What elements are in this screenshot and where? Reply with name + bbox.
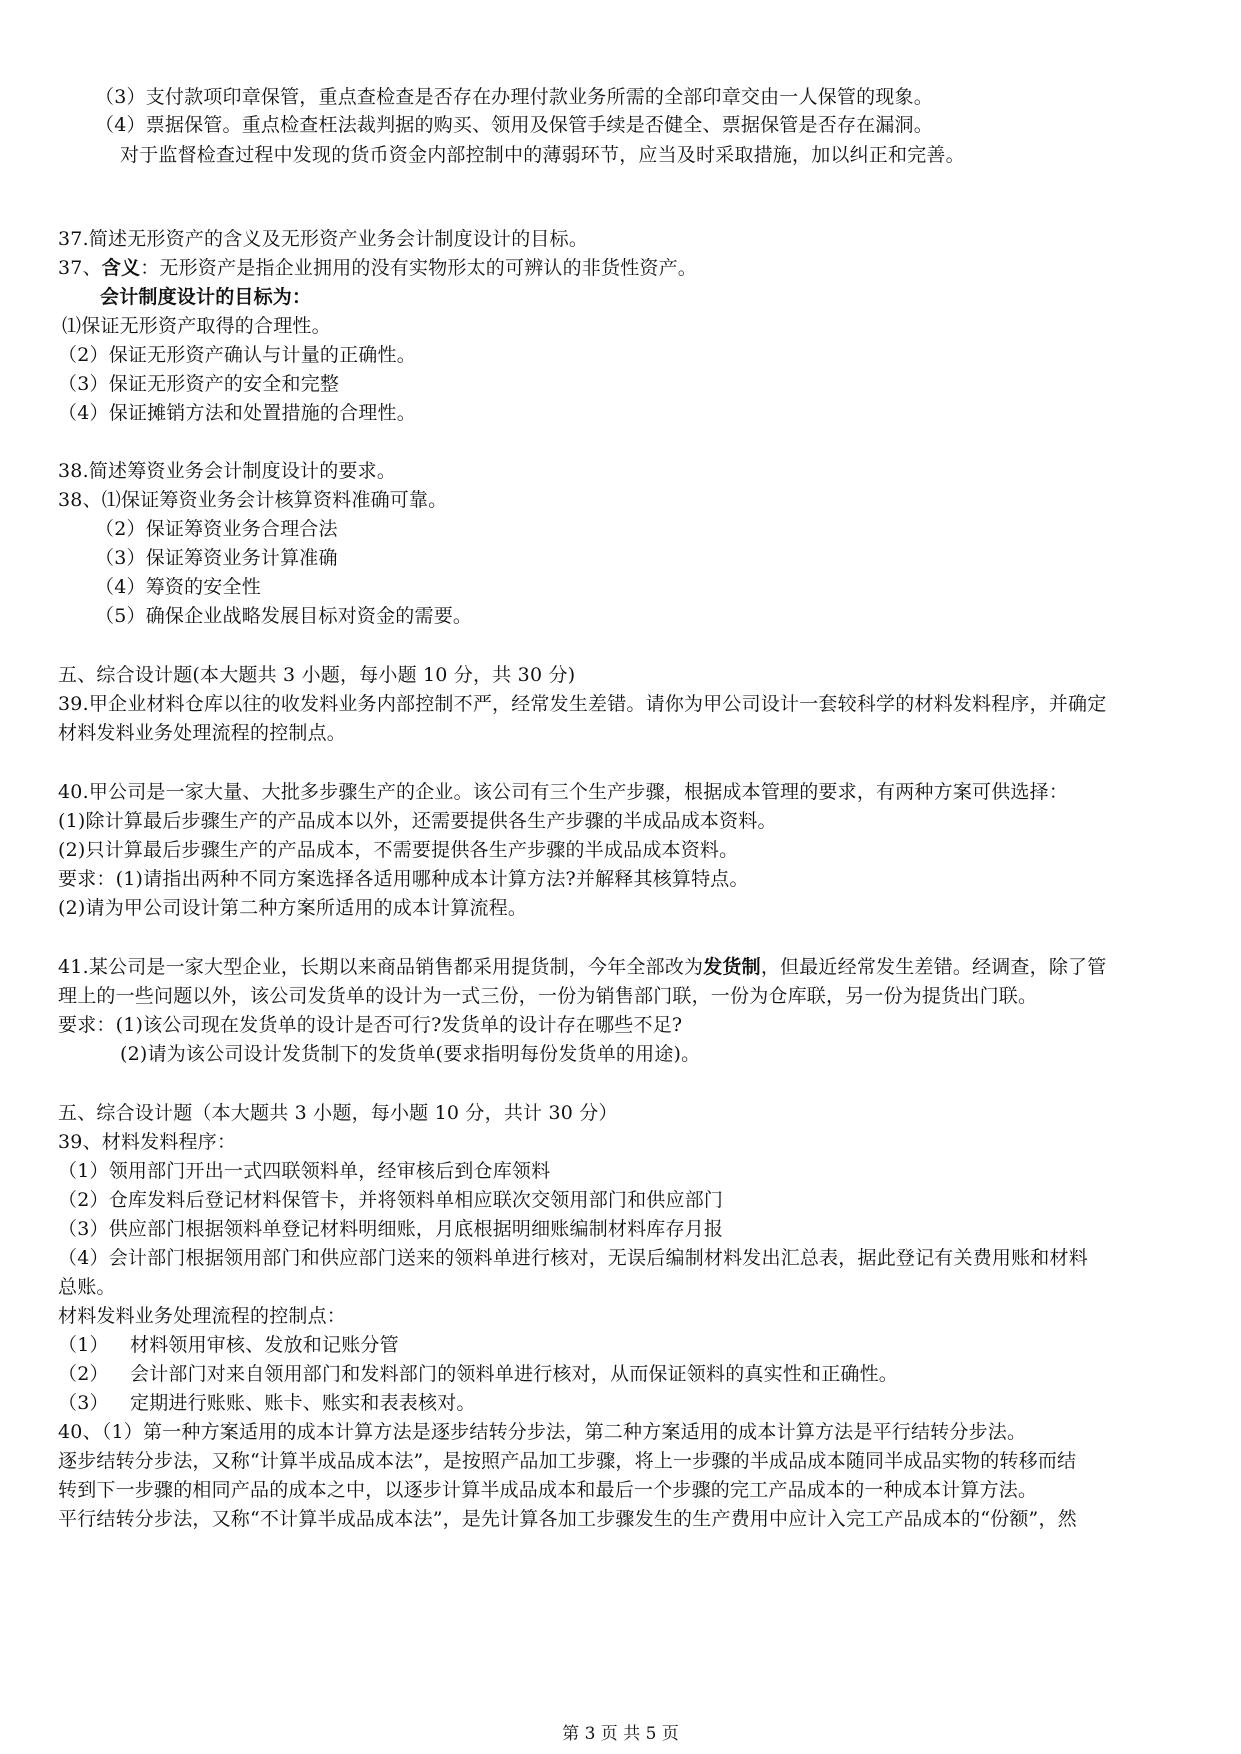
question-40: (2)请为甲公司设计第二种方案所适用的成本计算流程。 — [58, 897, 528, 919]
answer-39-title: 39、材料发料程序： — [58, 1131, 237, 1153]
section-heading: 五、综合设计题(本大题共 3 小题，每小题 10 分，共 30 分) — [58, 664, 576, 686]
question-40: (1)除计算最后步骤生产的产品成本以外，还需要提供各生产步骤的半成品成本资料。 — [58, 810, 777, 832]
answer-40: 转到下一步骤的相同产品的成本之中，以逐步计算半成品成本和最后一个步骤的完工产品成本的一种成本计算方法。 — [58, 1479, 1038, 1501]
control-point: （2） 会计部门对来自领用部门和发料部门的领料单进行核对，从而保证领料的真实性和正确性。 — [58, 1363, 899, 1385]
text-line: 对于监督检查过程中发现的货币资金内部控制中的薄弱环节，应当及时采取措施，加以纠正和完善。 — [120, 144, 965, 166]
question-41: 41.某公司是一家大型企业，长期以来商品销售都采用提货制，今年全部改为发货制，但最近经常发生差错。经调查，除了管 — [58, 956, 1107, 978]
answer-38-item: （4）筹资的安全性 — [95, 576, 261, 598]
answer-39-step: （3）供应部门根据领料单登记材料明细账，月底根据明细账编制材料库存月报 — [58, 1218, 724, 1240]
answer-39-step: （4）会计部门根据领用部门和供应部门送来的领料单进行核对，无误后编制材料发出汇总表，据此登记有关费用账和材料 — [58, 1247, 1088, 1269]
control-points-title: 材料发料业务处理流程的控制点： — [58, 1305, 347, 1327]
answer-38-item: 38、⑴保证筹资业务会计核算资料准确可靠。 — [58, 489, 448, 511]
answer-37-goal-heading: 会计制度设计的目标为： — [100, 286, 312, 308]
answer-39-step: 总账。 — [58, 1276, 116, 1298]
answer-38-item: （2）保证筹资业务合理合法 — [95, 518, 338, 540]
question-41: 要求：(1)该公司现在发货单的设计是否可行?发货单的设计存在哪些不足? — [58, 1014, 683, 1036]
control-point: （3） 定期进行账账、账卡、账实和表表核对。 — [58, 1392, 476, 1414]
answer-40: 40、（1）第一种方案适用的成本计算方法是逐步结转分步法，第二种方案适用的成本计算方法是平行结转分步法。 — [58, 1421, 1027, 1443]
section-heading: 五、综合设计题（本大题共 3 小题，每小题 10 分，共计 30 分） — [58, 1102, 618, 1124]
question-40: 40.甲公司是一家大量、大批多步骤生产的企业。该公司有三个生产步骤，根据成本管理的要求，有两种方案可供选择： — [58, 781, 1069, 803]
question-41: (2)请为该公司设计发货制下的发货单(要求指明每份发货单的用途)。 — [120, 1043, 701, 1065]
answer-40: 平行结转分步法，又称“不计算半成品成本法”，是先计算各加工步骤发生的生产费用中应计入完工产品成本的“份额”，然 — [58, 1508, 1077, 1530]
question-40: (2)只计算最后步骤生产的产品成本，不需要提供各生产步骤的半成品成本资料。 — [58, 839, 739, 861]
answer-38-item: （5）确保企业战略发展目标对资金的需要。 — [95, 605, 473, 627]
control-point: （1） 材料领用审核、发放和记账分管 — [58, 1334, 399, 1356]
text-line: （4）票据保管。重点检查枉法裁判据的购买、领用及保管手续是否健全、票据保管是否存在漏洞。 — [95, 114, 933, 136]
answer-37-definition: 37、含义：无形资产是指企业拥用的没有实物形太的可辨认的非货性资产。 — [58, 257, 697, 279]
answer-37-item: （2）保证无形资产确认与计量的正确性。 — [58, 344, 416, 366]
answer-37-item: ⑴保证无形资产取得的合理性。 — [62, 315, 331, 337]
answer-39-step: （1）领用部门开出一式四联领料单，经审核后到仓库领料 — [58, 1160, 551, 1182]
answer-39-step: （2）仓库发料后登记材料保管卡，并将领料单相应联次交领用部门和供应部门 — [58, 1189, 724, 1211]
question-39: 39.甲企业材料仓库以往的收发料业务内部控制不严，经常发生差错。请你为甲公司设计一套较科学的材料发料程序，并确定 — [58, 693, 1107, 715]
answer-38-item: （3）保证筹资业务计算准确 — [95, 547, 338, 569]
question-40: 要求：(1)请指出两种不同方案选择各适用哪种成本计算方法?并解释其核算特点。 — [58, 868, 749, 890]
answer-37-item: （3）保证无形资产的安全和完整 — [58, 373, 340, 395]
text-line: （3）支付款项印章保管，重点查检查是否存在办理付款业务所需的全部印章交由一人保管的现象。 — [95, 86, 933, 108]
answer-40: 逐步结转分步法，又称“计算半成品成本法”，是按照产品加工步骤，将上一步骤的半成品成本随同半成品实物的转移而结 — [58, 1450, 1077, 1472]
question-38: 38.简述筹资业务会计制度设计的要求。 — [58, 460, 397, 482]
answer-37-item: （4）保证摊销方法和处置措施的合理性。 — [58, 402, 416, 424]
question-41: 理上的一些问题以外，该公司发货单的设计为一式三份，一份为销售部门联，一份为仓库联，另一份为提货出门联。 — [58, 985, 1038, 1007]
question-37: 37.简述无形资产的含义及无形资产业务会计制度设计的目标。 — [58, 228, 589, 250]
page-footer: 第 3 页 共 5 页 — [562, 1724, 679, 1744]
question-39: 材料发料业务处理流程的控制点。 — [58, 722, 347, 744]
